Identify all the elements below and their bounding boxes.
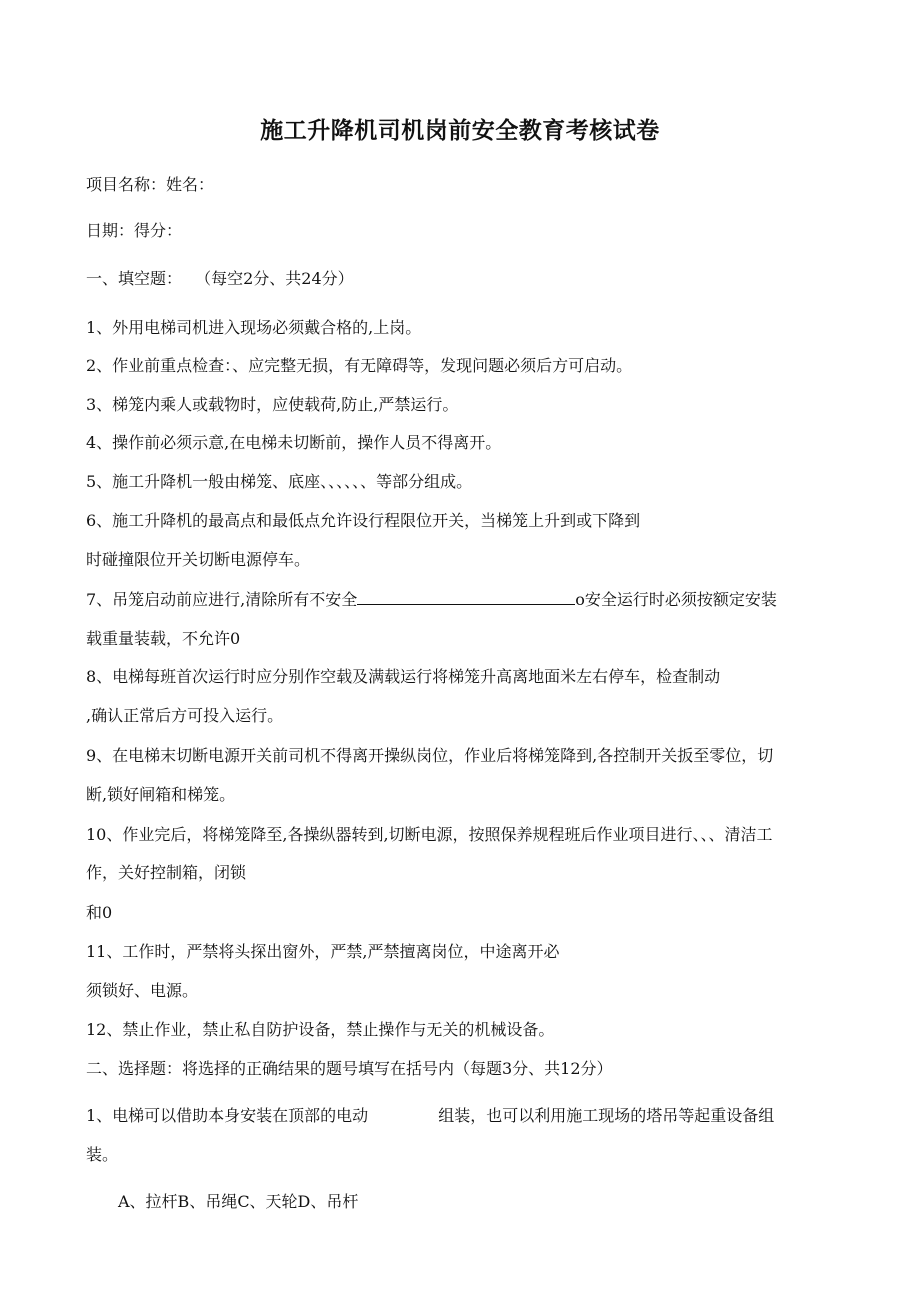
question-1-6-line1: 6、施工升降机的最高点和最低点允许设行程限位开关，当梯笼上升到或下降到 — [86, 511, 641, 530]
question-1-7-pre: 7、吊笼启动前应进行,清除所有不安全 — [86, 590, 358, 609]
question-2-1-pre: 1、电梯可以借助本身安装在顶部的电动 — [86, 1106, 369, 1125]
question-2-1-line1 — [86, 1105, 774, 1127]
section2-heading: 二、选择题：将选择的正确结果的题号填写在括号内（每题3分、共12分） — [86, 1059, 613, 1078]
question-1-2: 2、作业前重点检查：、应完整无损，有无障碍等，发现问题必须后方可启动。 — [86, 356, 633, 375]
question-1-7-post: o安全运行时必须按额定安装 — [575, 590, 777, 609]
date-score-line: 日期：得分： — [86, 221, 183, 240]
question-1-9-line1: 9、在电梯末切断电源开关前司机不得离开操纵岗位，作业后将梯笼降到,各控制开关扳至零位，切 — [86, 746, 774, 765]
section1-heading: 一、填空题： （每空2分、共24分） — [86, 269, 354, 288]
question-1-5: 5、施工升降机一般由梯笼、底座、、、、、、等部分组成。 — [86, 472, 473, 491]
question-1-7-line1 — [86, 589, 777, 611]
question-1-9-line2: 断,锁好闸箱和梯笼。 — [86, 785, 236, 804]
question-2-1-line2: 装。 — [86, 1145, 119, 1164]
question-1-4: 4、操作前必须示意,在电梯未切断前，操作人员不得离开。 — [86, 433, 502, 452]
question-1-10-line3: 和0 — [86, 903, 113, 922]
question-1-3: 3、梯笼内乘人或载物时，应使载荷,防止,严禁运行。 — [86, 395, 459, 414]
exam-title: 施工升降机司机岗前安全教育考核试卷 — [260, 118, 660, 144]
question-1-10-line1: 10、作业完后，将梯笼降至,各操纵器转到,切断电源，按照保养规程班后作业项目进行、、、清洁工 — [86, 825, 773, 844]
question-1-11-line2: 须锁好、电源。 — [86, 981, 199, 1000]
answer-blank — [357, 590, 575, 605]
question-1-7-line2: 载重量装载，不允许0 — [86, 629, 241, 648]
question-1-10-line2: 作，关好控制箱，闭锁 — [86, 863, 247, 882]
question-1-8-line2: ,确认正常后方可投入运行。 — [86, 706, 284, 725]
question-1-8-line1: 8、电梯每班首次运行时应分别作空载及满载运行将梯笼升高离地面米左右停车，检查制动 — [86, 667, 721, 686]
question-1-11-line1: 11、工作时，严禁将头探出窗外，严禁,严禁擅离岗位，中途离开必 — [86, 942, 560, 961]
question-1-12: 12、禁止作业，禁止私自防护设备，禁止操作与无关的机械设备。 — [86, 1020, 555, 1039]
question-2-1-post: 组装，也可以利用施工现场的塔吊等起重设备组 — [438, 1106, 775, 1125]
question-2-1-options: A、拉杆B、吊绳C、天轮D、吊杆 — [118, 1192, 359, 1211]
project-name-line: 项目名称：姓名： — [86, 175, 215, 194]
question-1-6-line2: 时碰撞限位开关切断电源停车。 — [86, 550, 311, 569]
question-1-1: 1、外用电梯司机进入现场必须戴合格的,上岗。 — [86, 318, 422, 337]
